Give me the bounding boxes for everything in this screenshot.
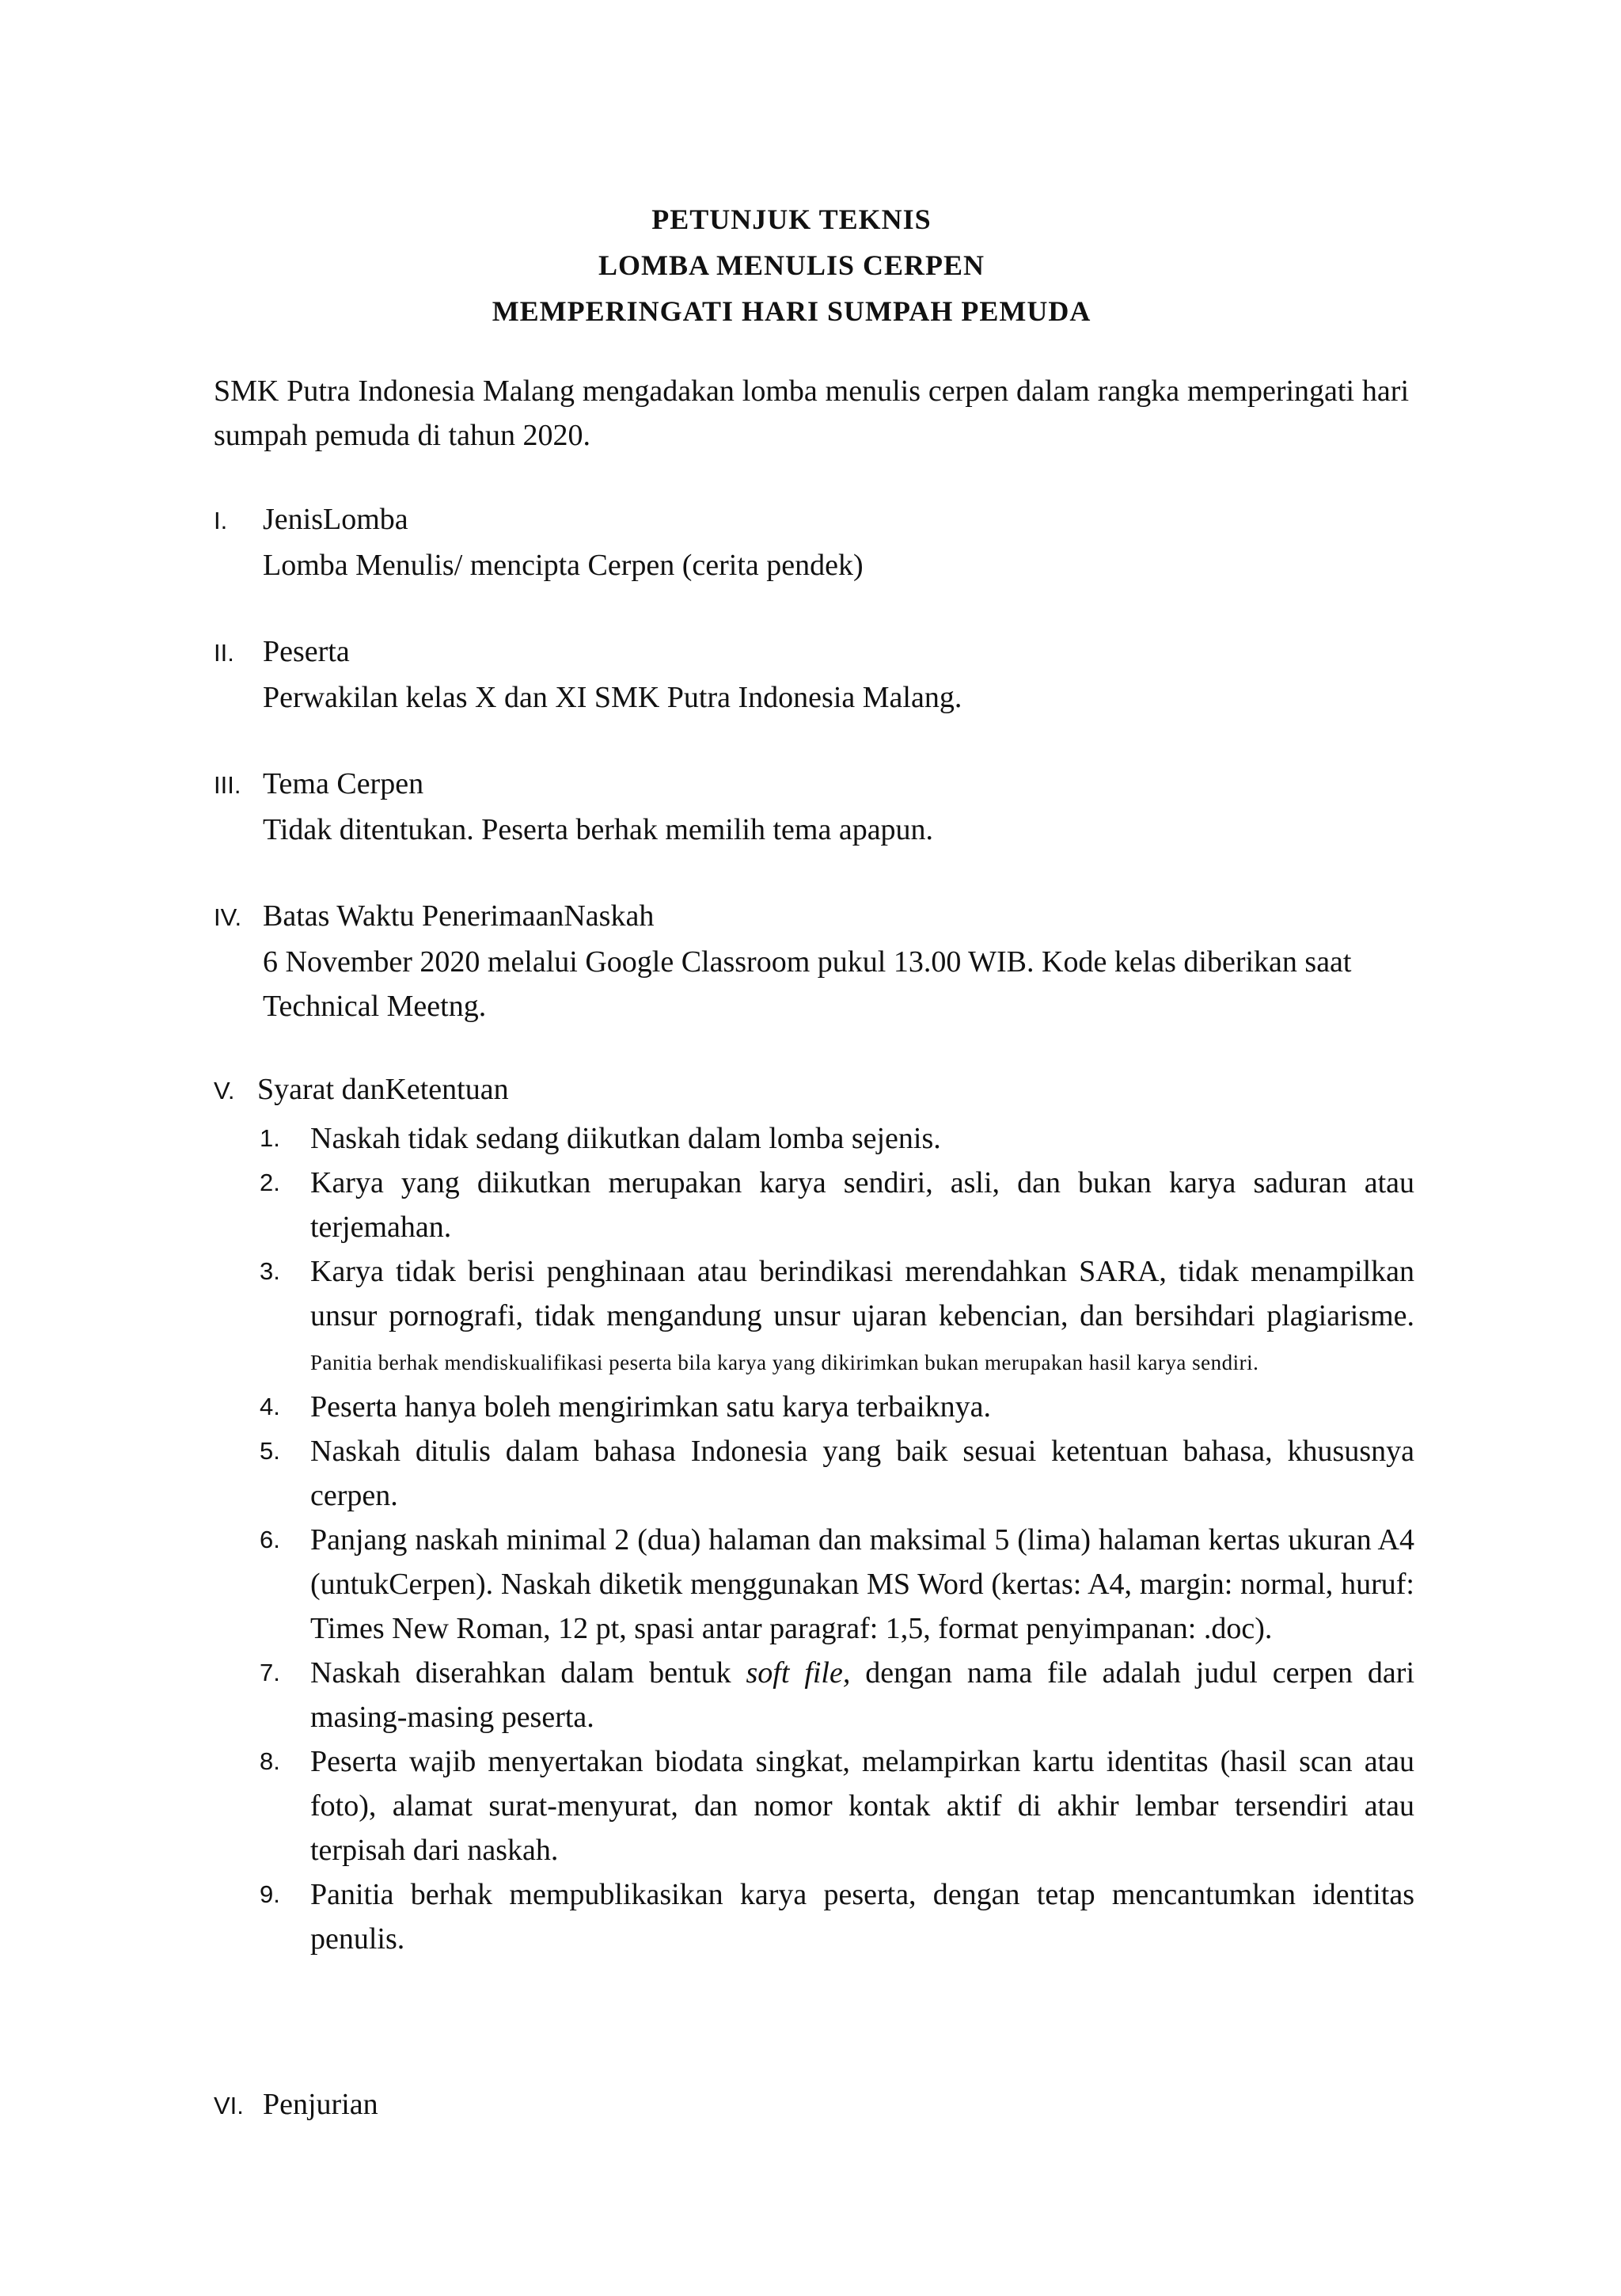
list-item [214, 1872, 1414, 1961]
item-text-italic: soft file, [746, 1656, 851, 1690]
item-number: 8. [260, 1747, 280, 1775]
section-title: Syarat danKetentuan [257, 1073, 509, 1106]
list-item [214, 1385, 1414, 1429]
list-item [214, 1739, 1414, 1872]
item-number: 5. [260, 1437, 280, 1465]
section-number: V. [214, 1077, 235, 1104]
item-number: 2. [260, 1169, 280, 1196]
section-title: Batas Waktu PenerimaanNaskah [263, 899, 655, 933]
section-peserta [214, 629, 1417, 720]
item-number: 1. [260, 1124, 280, 1152]
section-syarat-ketentuan [214, 1067, 1417, 1961]
section-tema-cerpen [214, 762, 1417, 852]
section-jenis-lomba [214, 497, 1417, 587]
section-number: VI. [214, 2092, 244, 2119]
section-title: Tema Cerpen [263, 767, 424, 800]
document-title [0, 196, 1583, 334]
section-body: 6 November 2020 melalui Google Classroom pukul 13.00 WIB. Kode kelas diberikan saat Technical Meetng. [263, 945, 1352, 1023]
section-batas-waktu [214, 894, 1417, 1028]
section-title: Peserta [263, 635, 350, 668]
item-text: Peserta wajib menyertakan biodata singkat, melampirkan kartu identitas (hasil scan atau foto), alamat surat-menyurat, dan nomor kontak aktif di akhir lembar tersendiri atau terpisah dari naskah. [310, 1745, 1414, 1867]
item-text: Naskah ditulis dalam bahasa Indonesia yang baik sesuai ketentuan bahasa, khususnya cerpen. [310, 1435, 1414, 1512]
section-penjurian [214, 2082, 1417, 2128]
item-text: Panitia berhak mempublikasikan karya peserta, dengan tetap mencantumkan identitas penulis. [310, 1878, 1414, 1956]
item-number: 4. [260, 1393, 280, 1420]
section-body: Perwakilan kelas X dan XI SMK Putra Indonesia Malang. [263, 681, 962, 714]
item-text: Panjang naskah minimal 2 (dua) halaman dan maksimal 5 (lima) halaman kertas ukuran A4 (untukCerpen). Naskah diketik menggunakan MS Word (kertas: A4, margin: normal, huruf: Times New Roman, 12 pt, spasi antar paragraf: 1,5, format penyimpanan: .doc). [310, 1523, 1414, 1645]
item-text: Karya tidak berisi penghinaan atau berindikasi merendahkan SARA, tidak menampilkan unsur pornografi, tidak mengandung unsur ujaran kebencian, dan bersihdari plagiarisme. [310, 1255, 1414, 1332]
item-text-before: Naskah diserahkan dalam bentuk [310, 1656, 731, 1690]
section-title: JenisLomba [263, 503, 408, 536]
item-text: Peserta hanya boleh mengirimkan satu karya terbaiknya. [310, 1390, 991, 1424]
item-text: Naskah tidak sedang diikutkan dalam lomba sejenis. [310, 1122, 941, 1155]
item-text-after: dengan nama file adalah judul cerpen dari masing-masing peserta. [310, 1656, 1415, 1734]
list-item [214, 1651, 1414, 1739]
title-line-2: LOMBA MENULIS CERPEN [598, 249, 985, 281]
section-number: I. [214, 507, 228, 534]
title-line-3: MEMPERINGATI HARI SUMPAH PEMUDA [492, 295, 1091, 327]
title-line-1: PETUNJUK TEKNIS [651, 203, 932, 235]
list-item [214, 1518, 1414, 1651]
item-number: 6. [260, 1526, 280, 1553]
section-number: II. [214, 639, 234, 667]
intro-paragraph: SMK Putra Indonesia Malang mengadakan lomba menulis cerpen dalam rangka memperingati hari sumpah pemuda di tahun 2020. [214, 374, 1409, 452]
section-title: Penjurian [263, 2088, 378, 2121]
list-item [214, 1116, 1414, 1161]
section-body: Lomba Menulis/ mencipta Cerpen (cerita pendek) [263, 549, 864, 582]
list-item [214, 1429, 1414, 1518]
item-number: 3. [260, 1257, 280, 1285]
item-number: 9. [260, 1880, 280, 1908]
item-note: Panitia berhak mendiskualifikasi peserta bila karya yang dikirimkan bukan merupakan hasil karya sendiri. [310, 1351, 1259, 1374]
section-body: Tidak ditentukan. Peserta berhak memilih tema apapun. [263, 813, 934, 846]
list-item [214, 1161, 1414, 1249]
item-number: 7. [260, 1659, 280, 1686]
section-number: III. [214, 771, 241, 799]
list-item [214, 1249, 1414, 1385]
item-text: Karya yang diikutkan merupakan karya sendiri, asli, dan bukan karya saduran atau terjemahan. [310, 1166, 1414, 1244]
rules-list [214, 1116, 1417, 1961]
section-number: IV. [214, 903, 242, 931]
